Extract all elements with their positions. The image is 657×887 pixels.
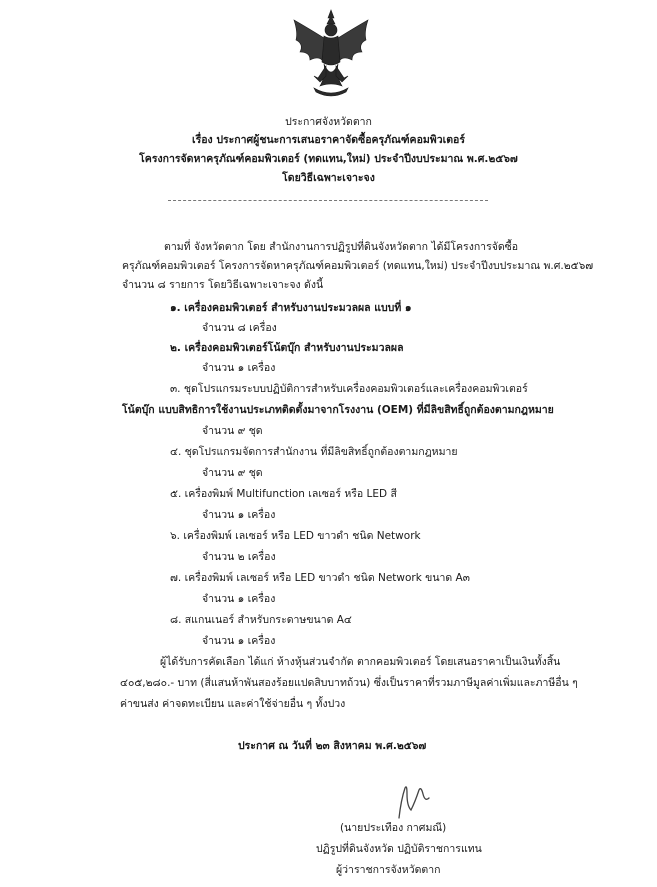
item-3-title-continued: โน้ตบุ๊ก แบบสิทธิการใช้งานประเภทติดตั้งมาจากโรงงาน (OEM) ที่มีลิขสิทธิ์ถูกต้องตามกฎหมาย <box>122 404 554 416</box>
signer-name: (นายประเทือง กาศมณี) <box>340 822 447 834</box>
garuda-emblem-icon <box>290 6 372 102</box>
announcement-date: ประกาศ ณ วันที่ ๒๓ สิงหาคม พ.ศ.๒๕๖๗ <box>238 740 427 752</box>
subject-line: เรื่อง ประกาศผู้ชนะการเสนอราคาจัดซื้อครุภัณฑ์คอมพิวเตอร์ <box>192 134 465 146</box>
item-1-title: ๑. เครื่องคอมพิวเตอร์ สำหรับงานประมวลผล แบบที่ ๑ <box>170 302 412 314</box>
header-divider <box>168 200 488 201</box>
item-4-title: ๔. ชุดโปรแกรมจัดการสำนักงาน ที่มีลิขสิทธิ์ถูกต้องตามกฎหมาย <box>170 446 458 458</box>
item-3-title: ๓. ชุดโปรแกรมระบบปฏิบัติการสำหรับเครื่องคอมพิวเตอร์และเครื่องคอมพิวเตอร์ <box>170 383 528 395</box>
org-title: ประกาศจังหวัดตาก <box>285 116 372 128</box>
method-line: โดยวิธีเฉพาะเจาะจง <box>282 172 375 184</box>
item-6-title: ๖. เครื่องพิมพ์ เลเซอร์ หรือ LED ขาวดำ ชนิด Network <box>170 530 421 542</box>
item-4-qty: จำนวน ๙ ชุด <box>202 467 263 479</box>
item-8-qty: จำนวน ๑ เครื่อง <box>202 635 276 647</box>
item-8-title: ๘. สแกนเนอร์ สำหรับกระดาษขนาด A๔ <box>170 614 352 626</box>
signer-position-2: ผู้ว่าราชการจังหวัดตาก <box>336 864 441 876</box>
winner-line-2: ๔๐๕,๒๘๐.- บาท (สี่แสนห้าพันสองร้อยแปดสิบบาทถ้วน) ซึ่งเป็นราคาที่รวมภาษีมูลค่าเพิ่มและภาษีอื่น ๆ <box>120 677 578 689</box>
signer-position-1: ปฏิรูปที่ดินจังหวัด ปฏิบัติราชการแทน <box>316 843 482 855</box>
item-5-qty: จำนวน ๑ เครื่อง <box>202 509 276 521</box>
winner-line-3: ค่าขนส่ง ค่าจดทะเบียน และค่าใช้จ่ายอื่น ๆ ทั้งปวง <box>120 698 346 710</box>
item-2-qty: จำนวน ๑ เครื่อง <box>202 362 276 374</box>
project-line: โครงการจัดหาครุภัณฑ์คอมพิวเตอร์ (ทดแทน,ใหม่) ประจำปีงบประมาณ พ.ศ.๒๕๖๗ <box>139 153 518 165</box>
item-7-qty: จำนวน ๑ เครื่อง <box>202 593 276 605</box>
item-2-title: ๒. เครื่องคอมพิวเตอร์โน้ตบุ๊ก สำหรับงานประมวลผล <box>170 342 404 354</box>
item-5-title: ๕. เครื่องพิมพ์ Multifunction เลเซอร์ หรือ LED สี <box>170 488 397 500</box>
item-7-title: ๗. เครื่องพิมพ์ เลเซอร์ หรือ LED ขาวดำ ชนิด Network ขนาด A๓ <box>170 572 470 584</box>
intro-line-2: ครุภัณฑ์คอมพิวเตอร์ โครงการจัดหาครุภัณฑ์คอมพิวเตอร์ (ทดแทน,ใหม่) ประจำปีงบประมาณ พ.ศ.๒๕๖๗ <box>122 260 594 272</box>
winner-line-1: ผู้ได้รับการคัดเลือก ได้แก่ ห้างหุ้นส่วนจำกัด ตากคอมพิวเตอร์ โดยเสนอราคาเป็นเงินทั้งสิ้น <box>160 656 561 668</box>
item-6-qty: จำนวน ๒ เครื่อง <box>202 551 276 563</box>
intro-line-1: ตามที่ จังหวัดตาก โดย สำนักงานการปฏิรูปที่ดินจังหวัดตาก ได้มีโครงการจัดซื้อ <box>164 241 519 253</box>
intro-line-3: จำนวน ๘ รายการ โดยวิธีเฉพาะเจาะจง ดังนี้ <box>122 279 324 291</box>
item-3-qty: จำนวน ๙ ชุด <box>202 425 263 437</box>
handwritten-signature <box>385 780 445 824</box>
item-1-qty: จำนวน ๘ เครื่อง <box>202 322 277 334</box>
